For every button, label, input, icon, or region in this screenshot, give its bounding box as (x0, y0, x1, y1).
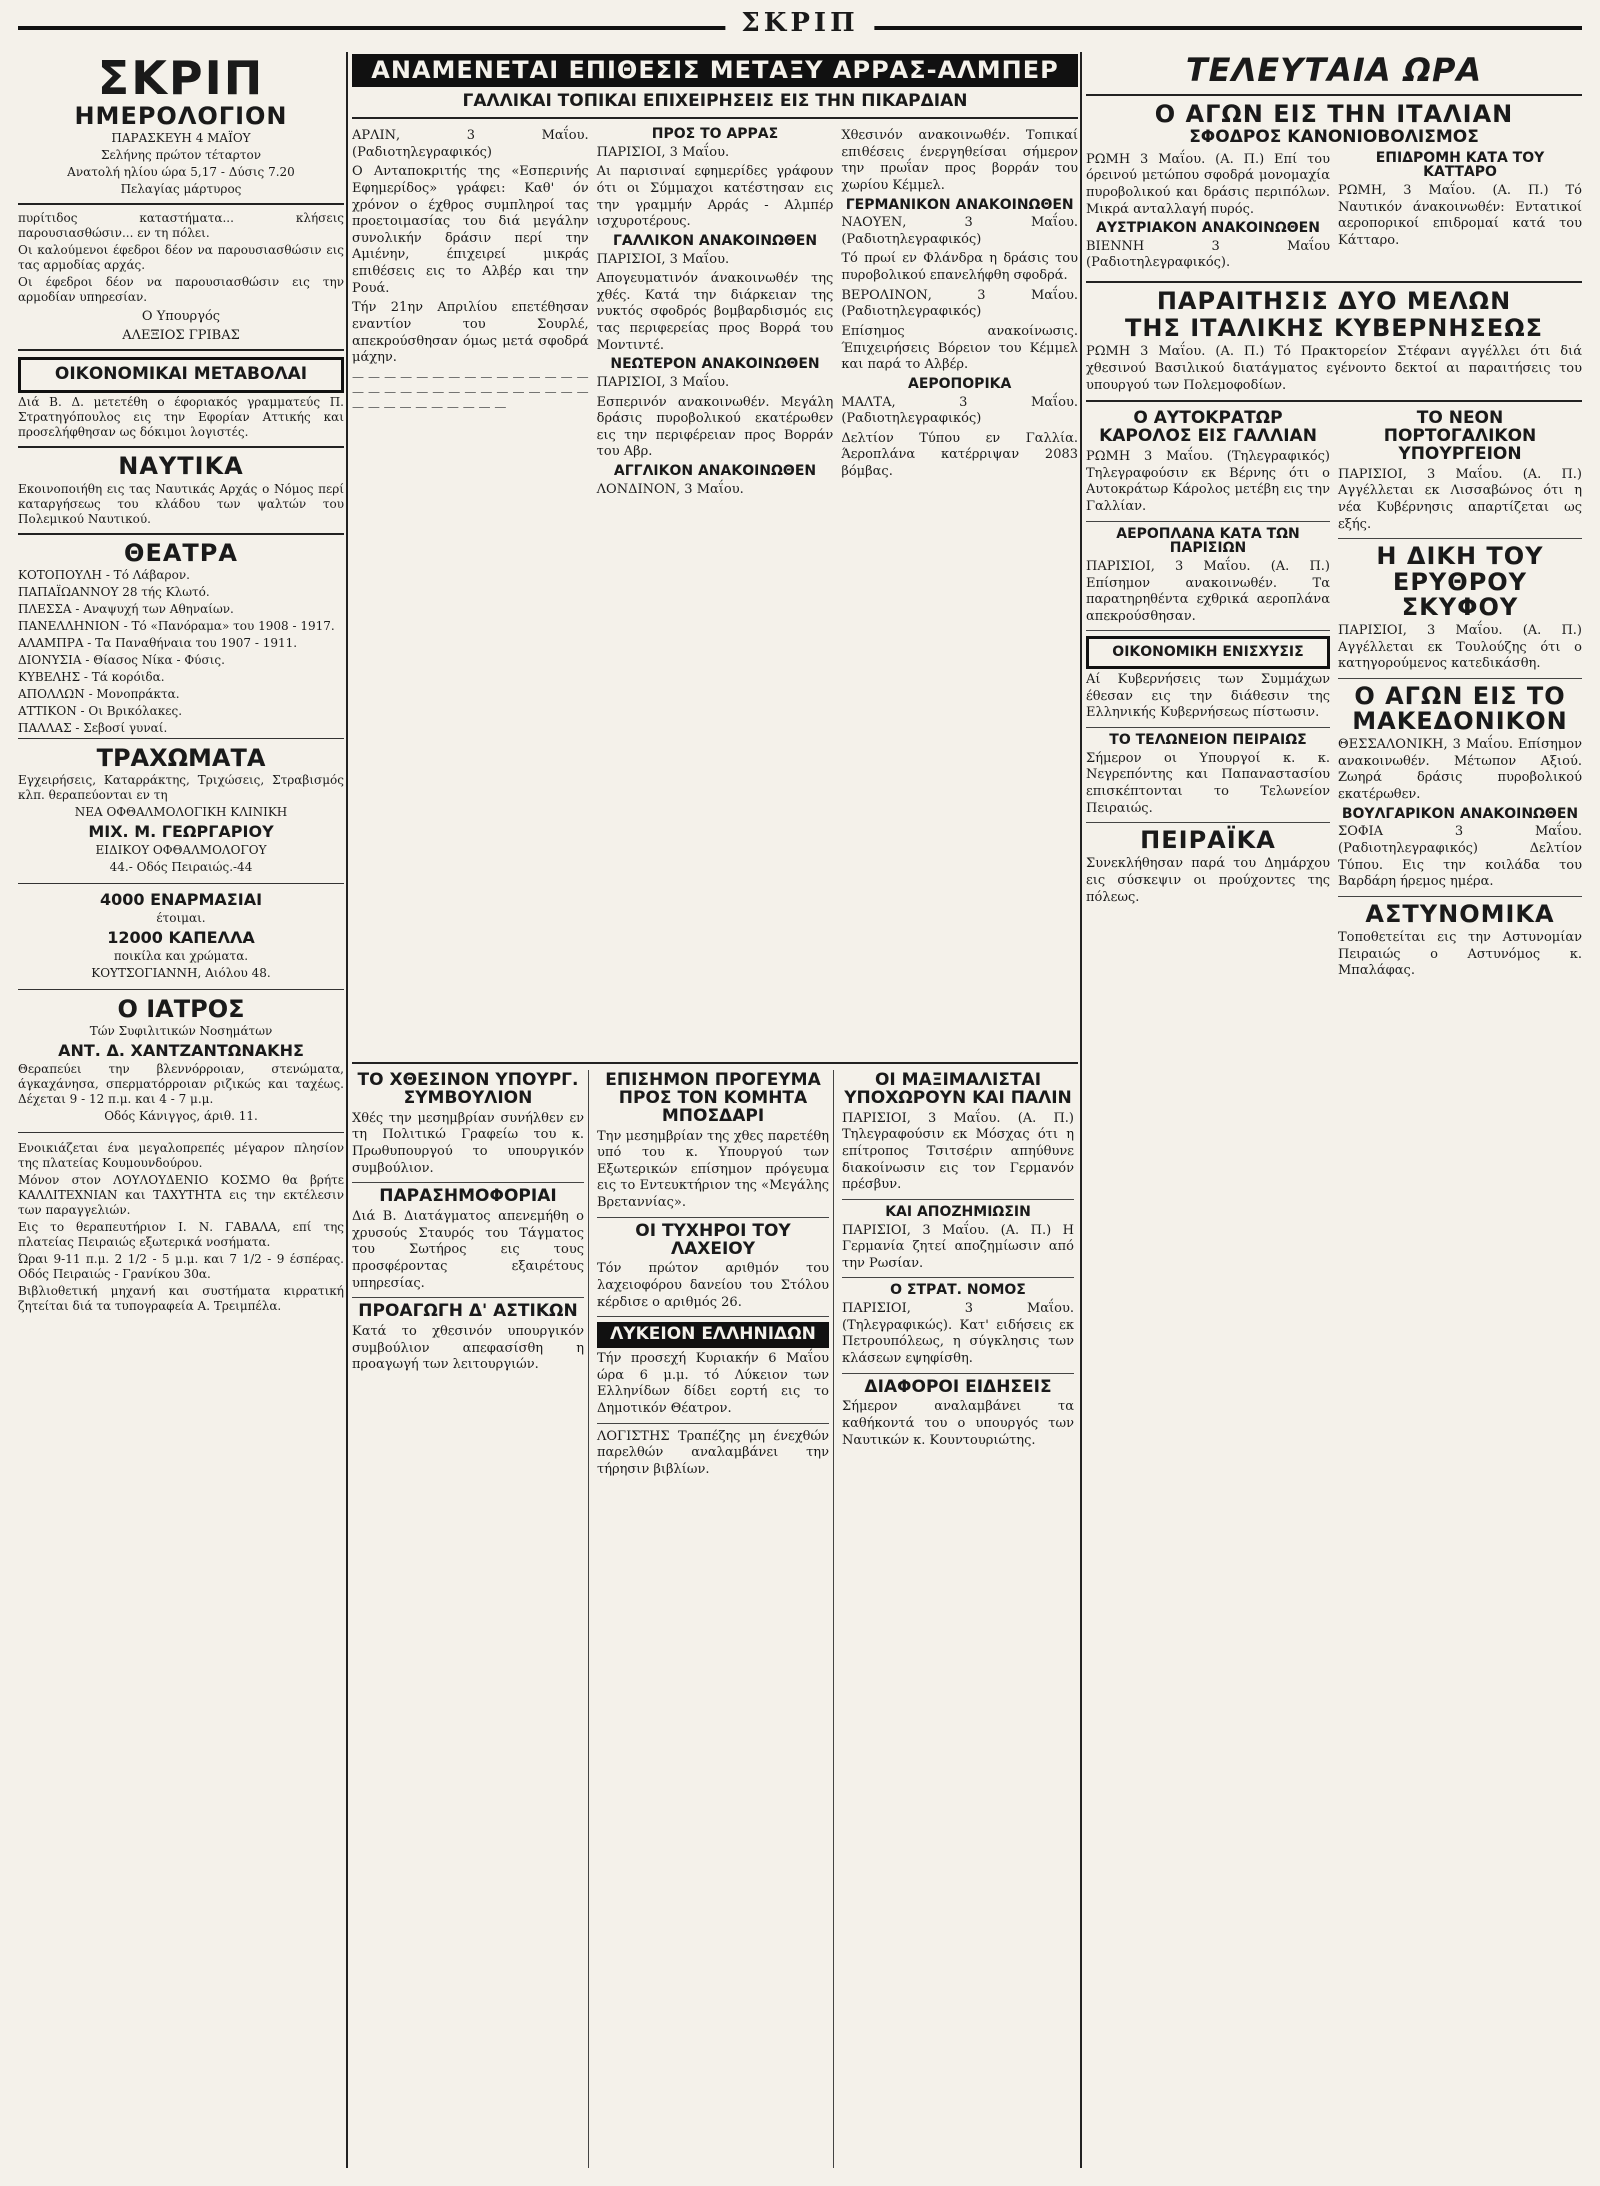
ad-text: Βιβλιοθετική μηχανή και συστήματα κιρρατική ζητείται διά τα τυπογραφεία Α. Τρειμπέλα. (18, 1284, 344, 1314)
italy-columns (1086, 149, 1582, 275)
section-heading: Ο ΑΥΤΟΚΡΑΤΩΡ ΚΑΡΟΛΟΣ ΕΙΣ ΓΑΛΛΙΑΝ (1099, 408, 1317, 447)
nautika-text: Εκοινοποιήθη εις τας Ναυτικάς Αρχάς ο Νόμος περί καταργήσεως του κλάδου των ψαλτών του Πολεμικού Ναυτικού. (18, 481, 344, 526)
article-text: ΠΑΡΙΣΙΟΙ, 3 Μαΐου. (Α. Π.) Αγγέλλεται εκ Λισσαβώνος ότι η νέα Κυβέρνησις απαρτίζεται ως εξής. (1338, 466, 1582, 532)
war-news-columns (352, 125, 1078, 501)
article-text: ΒΙΕΝΝΗ 3 Μαΐου (Ραδιοτηλεγραφικός). (1086, 238, 1330, 271)
top-rule (0, 0, 1600, 50)
article-text: Αί Κυβερνήσεις των Συμμάχων έθεσαν εις την διάθεσιν της Ελληνικής Κυβερνήσεως πίστωσιν. (1086, 672, 1330, 721)
notice-signature-name: ΑΛΕΞΙΟΣ ΓΡΙΒΑΣ (122, 328, 240, 344)
article-text: Σήμερον οι Υπουργοί κ. κ. Νεγρεπόντης και Παπαναστασίου επισκέπτονται το Τελωνείον Πειραιώς. (1086, 750, 1330, 816)
article-text: ΠΑΡΙΣΙΟΙ, 3 Μαΐου. (Α. Π.) Αγγέλλεται εκ Τουλούζης ότι ο κατηγορούμενος κατεδικάσθη. (1338, 622, 1582, 672)
divider (352, 1062, 1078, 1064)
divider (842, 1373, 1074, 1374)
notice-paragraph: πυρίτιδος καταστήματα... κλήσεις παρουσιασθώσιν... εν τη πόλει. (18, 211, 344, 241)
theatre-item: ΚΟΤΟΠΟΥΛΗ - Τό Λάβαρον. (18, 567, 190, 582)
ad-text: Μόνον στον ΛΟΥΛΟΥΔΕΝΙΟ ΚΟΣΜΟ θα βρήτε ΚΑΛΛΙΤΕΧΝΙΑΝ και ΤΑΧΥΤΗΤΑ εις την εκτέλεσιν των παραγγελιών. (18, 1173, 344, 1218)
theatre-item: ΑΛΑΜΠΡΑ - Τα Παναθήναια του 1907 - 1911. (18, 635, 298, 650)
dateline: ΠΑΡΙΣΙΟΙ, 3 Μαΐου. (596, 374, 730, 390)
section-heading: ΠΑΡΑΙΤΗΣΙΣ ΔΥΟ ΜΕΛΩΝ (1156, 287, 1512, 316)
article-text: Επίσημος ανακοίνωσις. Έπιχειρήσεις Βόρειον του Κέμμελ και παρά το Αλβέρ. (841, 323, 1078, 373)
ad-title: Ο ΙΑΤΡΟΣ (117, 995, 245, 1024)
ad-role: ΕΙΔΙΚΟΥ ΟΦΘΑΛΜΟΛΟΓΟΥ (95, 843, 267, 858)
theatre-item: ΔΙΟΝΥΣΙΑ - Θίασος Νίκα - Φύσις. (18, 652, 225, 667)
article-text: ΠΑΡΙΣΙΟΙ, 3 Μαΐου. (Α. Π.) Επίσημον ανακοινωθέν. Τα παρατηρηθέντα εχθρικά αεροπλάνα απεκρούσθησαν. (1086, 558, 1330, 624)
divider (1086, 94, 1582, 96)
section-heading: ΠΑΡΑΣΗΜΟΦΟΡΙΑΙ (379, 1186, 557, 1207)
section-heading: ΑΓΓΛΙΚΟΝ ΑΝΑΚΟΙΝΩΘΕΝ (613, 463, 817, 480)
article-text: ΣΟΦΙΑ 3 Μαΐου. (Ραδιοτηλεγραφικός) Δελτίον Τύπου. Εις την κοιλάδα του Βαρδάρη ήρεμος ημέρα. (1338, 824, 1582, 890)
section-heading: ΑΕΡΟΠΛΑΝΑ ΚΑΤΑ ΤΩΝ ΠΑΡΙΣΙΩΝ (1116, 525, 1300, 557)
domestic-col-1 (352, 1070, 589, 2168)
top-masthead: ΣΚΡΙΠ (725, 8, 874, 38)
section-heading: Η ΔΙΚΗ ΤΟΥ ΕΡΥΘΡΟΥ ΣΚΥΦΟΥ (1376, 542, 1544, 621)
article-text: Δελτίον Τύπου εν Γαλλία. Άεροπλάνα κατέρριψαν 2083 βόμβας. (841, 430, 1078, 480)
domestic-news-columns (352, 1070, 1078, 2168)
section-heading: Ο ΑΓΩΝ ΕΙΣ ΤΗΝ ΙΤΑΛΙΑΝ (1154, 99, 1514, 128)
domestic-news-section (352, 1062, 1078, 2168)
article-text: Τοποθετείται εις την Αστυνομίαν Πειραιώς ο Αστυνόμος κ. Μπαλάφας. (1338, 930, 1582, 979)
divider (1086, 400, 1582, 402)
divider (1086, 630, 1330, 631)
divider (18, 203, 344, 205)
oikonomikai-heading: ΟΙΚΟΝΟΜΙΚΑΙ ΜΕΤΑΒΟΛΑΙ (18, 357, 344, 393)
dateline: ΑΡΛΙΝ, 3 Μαΐου. (Ραδιοτηλεγραφικός) (352, 128, 589, 160)
section-heading: Ο ΑΓΩΝ ΕΙΣ ΤΟ ΜΑΚΕΔΟΝΙΚΟΝ (1352, 681, 1568, 735)
dateline: ΠΑΡΙΣΙΟΙ, 3 Μαΐου. (596, 144, 730, 160)
section-heading: ΤΟ ΝΕΟΝ ΠΟΡΤΟΓΑΛΙΚΟΝ ΥΠΟΥΡΓΕΙΟΝ (1383, 408, 1537, 464)
ad-trachomata (18, 738, 344, 883)
section-heading: ΔΙΑΦΟΡΟΙ ΕΙΔΗΣΕΙΣ (864, 1376, 1052, 1397)
mid-columns (1086, 408, 1582, 983)
article-text: Εσπερινόν ανακοινωθέν. Μεγάλη δράσις πυροβολικού εκατέρωθεν εις την περιφέρειαν προς Βορράν του Αβρ. (596, 394, 834, 460)
divider (1338, 896, 1582, 897)
article-text: Τό πρωί εν Φλάνδρα η δράσις του πυροβολικού επανελήφθη σφοδρά. (841, 251, 1078, 284)
ad-text: έτοιμαι. (156, 911, 206, 926)
ad-text: Ενοικιάζεται ένα μεγαλοπρεπές μέγαρον πλησίον της πλατείας Κουμουνδούρου. (18, 1141, 344, 1171)
divider (18, 533, 344, 535)
section-heading: ΚΑΙ ΑΠΟΖΗΜΙΩΣΙΝ (885, 1203, 1031, 1220)
ad-title: 12000 ΚΑΠΕΛΛΑ (107, 928, 255, 948)
divider (597, 1217, 829, 1218)
ad-text: Θεραπεύει την βλεννόρροιαν, στενώματα, άγκαχάνησα, σπερματόρροιαν ριζικώς και ταχέως. Δέχεται 9 - 12 π.μ. και 4 - 7 μ.μ. (18, 1062, 344, 1107)
article-text: Απογευματινόν άνακοινωθέν της χθές. Κατά την διάρκειαν της νυκτός σφοδρός βομβαρδισμός εις τας περιφερείας προς Βορρά του Μοντιντέ. (596, 271, 834, 353)
section-heading: ΓΕΡΜΑΝΙΚΟΝ ΑΝΑΚΟΙΝΩΘΕΝ (845, 196, 1074, 213)
divider (1086, 822, 1330, 823)
article-text: ΛΟΓΙΣΤΗΣ Τραπέζης μη ένεχθών παρελθών αναλαμβάνει την τήρησιν βιβλίων. (597, 1428, 829, 1477)
theatre-item: ΚΥΒΕΛΗΣ - Τά κορόιδα. (18, 669, 165, 684)
column-right (1086, 52, 1582, 2168)
section-heading: ΒΟΥΛΓΑΡΙΚΟΝ ΑΝΑΚΟΙΝΩΘΕΝ (1341, 805, 1579, 822)
ad-title: 4000 ΕΝΑΡΜΑΣΙΑΙ (99, 890, 263, 910)
article-text: ΡΩΜΗ 3 Μαΐου. (Α. Π.) Επί του όρεινού μετώπου σφοδρά μονομαχία πυροβολικού και δράσις περιπόλων. Μικρά ανταλλαγή πυρός. (1086, 151, 1330, 217)
masthead-title: ΣΚΡΙΠ (97, 52, 265, 105)
ad-misc (18, 1132, 344, 1322)
theatre-item: ΠΑΠΑΪΩΑΝΝΟΥ 28 τής Κλωτό. (18, 584, 210, 599)
theatre-item: ΠΑΛΛΑΣ - Σεβοσί γυναί. (18, 720, 168, 735)
section-heading: ΟΙΚΟΝΟΜΙΚΗ ΕΝΙΣΧΥΣΙΣ (1086, 636, 1330, 669)
article-text: Τήν προσεχή Κυριακήν 6 Μαΐου ώρα 6 μ.μ. τό Λύκειον των Ελληνίδων δίδει εορτή εις το Δημοτικόν Θέατρον. (597, 1351, 829, 1416)
divider (18, 349, 344, 351)
mid-col-2 (1338, 408, 1582, 983)
section-heading: ΠΕΙΡΑΪΚΑ (1140, 826, 1276, 855)
divider (842, 1277, 1074, 1278)
article-text: Την μεσημβρίαν της χθες παρετέθη υπό του κ. Υπουργού των Εξωτερικών επίσημον πρόγευμα εις το Εντευκτήριον της «Μεγάλης Βρεταννίας». (597, 1128, 829, 1211)
nautika-heading: ΝΑΥΤΙΚΑ (118, 452, 244, 481)
article-text: ΡΩΜΗ 3 Μαΐου. (Α. Π.) Τό Πρακτορείον Στέφανι αγγέλλει ότι διά χθεσινού Βασιλικού διατάγματος εγένοντο δεκτοί αι παραιτήσεις του υπουργού των Πολεμοφοδίων. (1086, 344, 1582, 393)
article-text: Τόν πρώτον αριθμόν του λαχειοφόρου δανείου του Στόλου κέρδισε ο αριθμός 26. (597, 1261, 829, 1310)
dateline: ΒΕΡΟΛΙΝΟΝ, 3 Μαΐου. (Ραδιοτηλεγραφικός) (841, 287, 1078, 320)
article-text: Κατά το χθεσινόν υπουργικόν συμβούλιον απεφασίσθη η προαγωγή των λειτουργιών. (352, 1324, 584, 1373)
italy-col-2 (1338, 149, 1582, 275)
article-text: Χθεσινόν ανακοινωθέν. Τοπικαί επιθέσεις ένεργηθείσαι σήμερον την πρωΐαν προς βορράν του χωρίου Κέμμελ. (841, 128, 1078, 193)
article-text: Αι παρισιναί εφημερίδες γράφουν ότι οι Σύμμαχοι κατέστησαν εις την γραμμήν Αρράς - Αλμπέρ ισχυροτέρους. (596, 164, 834, 230)
section-heading: ΟΙ ΤΥΧΗΡΟΙ ΤΟΥ ΛΑΧΕΙΟΥ (635, 1220, 791, 1259)
astro-line-3: Πελαγίας μάρτυρος (120, 182, 242, 197)
divider (842, 1199, 1074, 1200)
domestic-col-3 (842, 1070, 1078, 2168)
ad-doctor-block (18, 989, 344, 1132)
dateline: ΝΑΟΥΕΝ, 3 Μαΐου. (Ραδιοτηλεγραφικός) (841, 215, 1078, 247)
section-subheading: ΣΦΟΔΡΟΣ ΚΑΝΟΝΙΟΒΟΛΙΣΜΟΣ (1189, 126, 1479, 147)
article-text: Ο Ανταποκριτής της «Εσπερινής Εφημερίδος» γράφει: Καθ' όν χρόνον ο έχθρος συμπληροί τας προετοιμασίας του διά μεγάλην συνολικήν δράσιν περί την Αμιένην, έπιχειρεί μικράς επιθέσεις εις το Αλβέρ και την Ρουά. (352, 164, 589, 296)
divider (597, 1316, 829, 1317)
ad-address: Οδός Κάνιγγος, άριθ. 11. (104, 1109, 258, 1124)
ad-text: Ώραι 9-11 π.μ. 2 1/2 - 5 μ.μ. και 7 1/2 - 9 έσπέρας. Οδός Πειραιώς - Γρανίκου 30α. (18, 1252, 344, 1282)
section-heading: ΤΟ ΧΘΕΣΙΝΟΝ ΥΠΟΥΡΓ. ΣΥΜΒΟΥΛΙΟΝ (357, 1070, 579, 1108)
astro-line-1: Σελήνης πρώτον τέταρτον (100, 148, 262, 163)
article-text: ΘΕΣΣΑΛΟΝΙΚΗ, 3 Μαΐου. Επίσημον ανακοινωθέν. Μέτωπον Αξιού. Ζωηρά δράσις πυροβολικού εκατέρωθεν. (1338, 737, 1582, 803)
divider (1086, 521, 1330, 522)
ad-text: Εγχειρήσεις, Καταρράκτης, Τριχώσεις, Στραβισμός κλπ. θεραπεύονται εν τη (18, 773, 344, 803)
section-heading: Ο ΣΤΡΑΤ. ΝΟΜΟΣ (890, 1282, 1026, 1299)
notice-signature-title: Ο Υπουργός (141, 309, 221, 325)
astro-line-2: Ανατολή ηλίου ώρα 5,17 - Δύσις 7.20 (67, 165, 295, 180)
divider (1338, 538, 1582, 539)
dateline: ΛΟΝΔΙΝΟΝ, 3 Μαΐου. (596, 481, 744, 497)
ad-clinic: ΝΕΑ ΟΦΘΑΛΜΟΛΟΓΙΚΗ ΚΛΙΝΙΚΗ (74, 805, 288, 820)
banner-headline: ΑΝΑΜΕΝΕΤΑΙ ΕΠΙΘΕΣΙΣ ΜΕΤΑΞΥ ΑΡΡΑΣ-ΑΛΜΠΕΡ (352, 54, 1078, 87)
divider (352, 1297, 584, 1298)
column-middle (352, 52, 1078, 2168)
ad-text: ποικίλα και χρώματα. (113, 949, 249, 964)
column-divider-1 (346, 52, 348, 2168)
theatra-heading: ΘΕΑΤΡΑ (124, 538, 238, 567)
divider (18, 446, 344, 448)
ad-address: 44.- Οδός Πειραιώς.-44 (109, 860, 253, 875)
divider (1086, 727, 1330, 728)
section-heading: ΑΥΣΤΡΙΑΚΟΝ ΑΝΑΚΟΙΝΩΘΕΝ (1096, 220, 1320, 237)
section-heading: ΠΡΟΑΓΩΓΗ Δ' ΑΣΤΙΚΩΝ (358, 1301, 578, 1322)
ad-doctor: ΜΙΧ. Μ. ΓΕΩΡΓΑΡΙΟΥ (88, 822, 274, 842)
sub-headline: ΓΑΛΛΙΚΑΙ ΤΟΠΙΚΑΙ ΕΠΙΧΕΙΡΗΣΕΙΣ ΕΙΣ ΤΗΝ ΠΙΚΑΡΔΙΑΝ (462, 91, 968, 112)
section-heading: ΠΡΟΣ ΤΟ ΑΡΡΑΣ (651, 126, 779, 143)
ad-name: ΚΟΥΤΣΟΓΙΑΝΝΗ, Αιόλου 48. (91, 966, 271, 981)
article-text: Χθές την μεσημβρίαν συνήλθεν εν τη Πολιτικώ Γραφείω του κ. Πρωθυπουργού το υπουργικόν συμβούλιον. (352, 1110, 584, 1176)
divider (352, 1182, 584, 1183)
masthead-subtitle: ΗΜΕΡΟΛΟΓΙΟΝ (74, 102, 288, 131)
article-text: Τήν 21ην Απριλίου επετέθησαν εναντίον του Σουρλέ, απεκρούσθησαν όμως μετά σφοδρά μάχην. (352, 300, 589, 366)
article-text: ΠΑΡΙΣΙΟΙ, 3 Μαΐου. (Τηλεγραφικώς). Κατ' ειδήσεις εκ Πετρουπόλεως, η σύγκλησις των κλάσεων εψηφίσθη. (842, 1301, 1074, 1366)
ad-doctor: ΑΝΤ. Δ. ΧΑΝΤΖΑΝΤΩΝΑΚΗΣ (58, 1041, 304, 1061)
ad-enarmasiai (18, 883, 344, 989)
ad-title: ΤΡΑΧΩΜΑΤΑ (96, 743, 266, 772)
dateline: ΜΑΛΤΑ, 3 Μαΐου. (Ραδιοτηλεγραφικός) (841, 394, 1078, 427)
section-heading: ΝΕΩΤΕΡΟΝ ΑΝΑΚΟΙΝΩΘΕΝ (610, 356, 820, 373)
last-hour-heading: ΤΕΛΕΥΤΑΙΑ ΩΡΑ (1185, 52, 1483, 89)
section-heading: ΓΑΛΛΙΚΟΝ ΑΝΑΚΟΙΝΩΘΕΝ (612, 232, 818, 249)
article-text: Διά Β. Διατάγματος απενεμήθη ο χρυσούς Σταυρός του Τάγματος του Σωτήρος εις τους προσφέροντας εξαιρέτους υπηρεσίας. (352, 1209, 584, 1291)
divider (597, 1423, 829, 1424)
article-continuation: — — — — — — — — — — — — — — — — — — — — — — — — — — — — — — — — — — — — — — — — (352, 369, 589, 414)
war-col-2 (597, 125, 834, 501)
divider (1086, 281, 1582, 283)
article-text: Σήμερον αναλαμβάνει τα καθήκοντά του ο υπουργός των Ναυτικών κ. Κουντουριώτης. (842, 1399, 1074, 1448)
column-left (18, 52, 344, 2168)
ad-text: Εις το θεραπευτήριον Ι. Ν. ΓΑΒΑΛΑ, επί της πλατείας Πειραιώς εξωτερικά νοσήματα. (18, 1220, 344, 1250)
dateline: ΠΑΡΙΣΙΟΙ, 3 Μαΐου. (596, 251, 730, 267)
article-text: Συνεκλήθησαν παρά του Δημάρχου εις σύσκεψιν οι προύχοντες της πόλεως. (1086, 856, 1330, 905)
article-text: ΠΑΡΙΣΙΟΙ, 3 Μαΐου. (Α. Π.) Η Γερμανία ζητεί αποζημίωσιν από την Ρωσίαν. (842, 1222, 1074, 1271)
ad-sub: Τών Συφιλιτικών Νοσημάτων (89, 1024, 273, 1039)
war-col-1 (352, 125, 589, 501)
section-heading: ΤΟ ΤΕΛΩΝΕΙΟΝ ΠΕΙΡΑΙΩΣ (1109, 731, 1307, 748)
domestic-col-2 (597, 1070, 834, 2168)
theatre-item: ΑΤΤΙΚΟΝ - Οι Βρικόλακες. (18, 703, 183, 718)
article-text: ΠΑΡΙΣΙΟΙ, 3 Μαΐου. (Α. Π.) Τηλεγραφούσιν εκ Μόσχας ότι η επίτροπος Τσιτσέριν απηύθυνε διακοίνωσιν εις τον Γερμανόν πρέσβυν. (842, 1110, 1074, 1193)
article-text: ΡΩΜΗ 3 Μαΐου. (Τηλεγραφικός) Τηλεγραφούσιν εκ Βέρνης ότι ο Αυτοκράτωρ Κάρολος μετέβη εις την Γαλλίαν. (1086, 449, 1330, 514)
theatre-item: ΑΠΟΛΛΩΝ - Μονοπράκτα. (18, 686, 180, 701)
section-heading: ΛΥΚΕΙΟΝ ΕΛΛΗΝΙΔΩΝ (597, 1322, 829, 1348)
section-heading: ΤΗΣ ΙΤΑΛΙΚΗΣ ΚΥΒΕΡΝΗΣΕΩΣ (1124, 314, 1544, 343)
theatre-item: ΠΑΝΕΛΛΗΝΙΟΝ - Τό «Πανόραμα» του 1908 - 1917. (18, 618, 335, 633)
mid-col-1 (1086, 408, 1330, 983)
divider (1338, 678, 1582, 679)
notice-paragraph: Οι έφεδροι δέον να παρουσιασθώσιν εις την αρμοδίαν υπηρεσίαν. (18, 275, 344, 305)
oikonomikai-text: Διά Β. Δ. μετετέθη ο έφοριακός γραμματεύς Π. Στρατηγόπουλος εις την Εφορίαν Αττικής και προσελήφθησαν ως δόκιμοι λογιστές. (18, 395, 344, 440)
section-heading: ΑΕΡΟΠΟΡΙΚΑ (908, 375, 1012, 392)
article-text: ΡΩΜΗ, 3 Μαΐου. (Α. Π.) Τό Ναυτικόν άνακοινωθέν: Εντατικοί αεροπορικοί επιδρομαί κατά του Κάτταρο. (1338, 183, 1582, 248)
war-col-3 (841, 125, 1078, 501)
italy-col-1 (1086, 149, 1330, 275)
divider (352, 117, 1078, 119)
theatre-item: ΠΛΕΣΣΑ - Αναψυχή των Αθηναίων. (18, 601, 234, 616)
section-heading: ΕΠΙΣΗΜΟΝ ΠΡΟΓΕΥΜΑ ΠΡΟΣ ΤΟΝ ΚΟΜΗΤΑ ΜΠΟΣΔΑΡΙ (605, 1070, 821, 1126)
masthead-date: ΠΑΡΑΣΚΕΥΗ 4 ΜΑΪΟΥ (111, 131, 251, 146)
section-heading: ΕΠΙΔΡΟΜΗ ΚΑΤΑ ΤΟΥ ΚΑΤΤΑΡΟ (1375, 149, 1545, 181)
war-news-section (352, 52, 1078, 1052)
column-divider-2 (1080, 52, 1082, 2168)
notice-paragraph: Οι καλούμενοι έφεδροι δέον να παρουσιασθώσιν εις τας αρμοδίας αρχάς. (18, 243, 344, 273)
section-heading: ΑΣΤΥΝΟΜΙΚΑ (1365, 899, 1555, 928)
section-heading: ΟΙ ΜΑΞΙΜΑΛΙΣΤΑΙ ΥΠΟΧΩΡΟΥΝ ΚΑΙ ΠΑΛΙΝ (844, 1070, 1072, 1108)
